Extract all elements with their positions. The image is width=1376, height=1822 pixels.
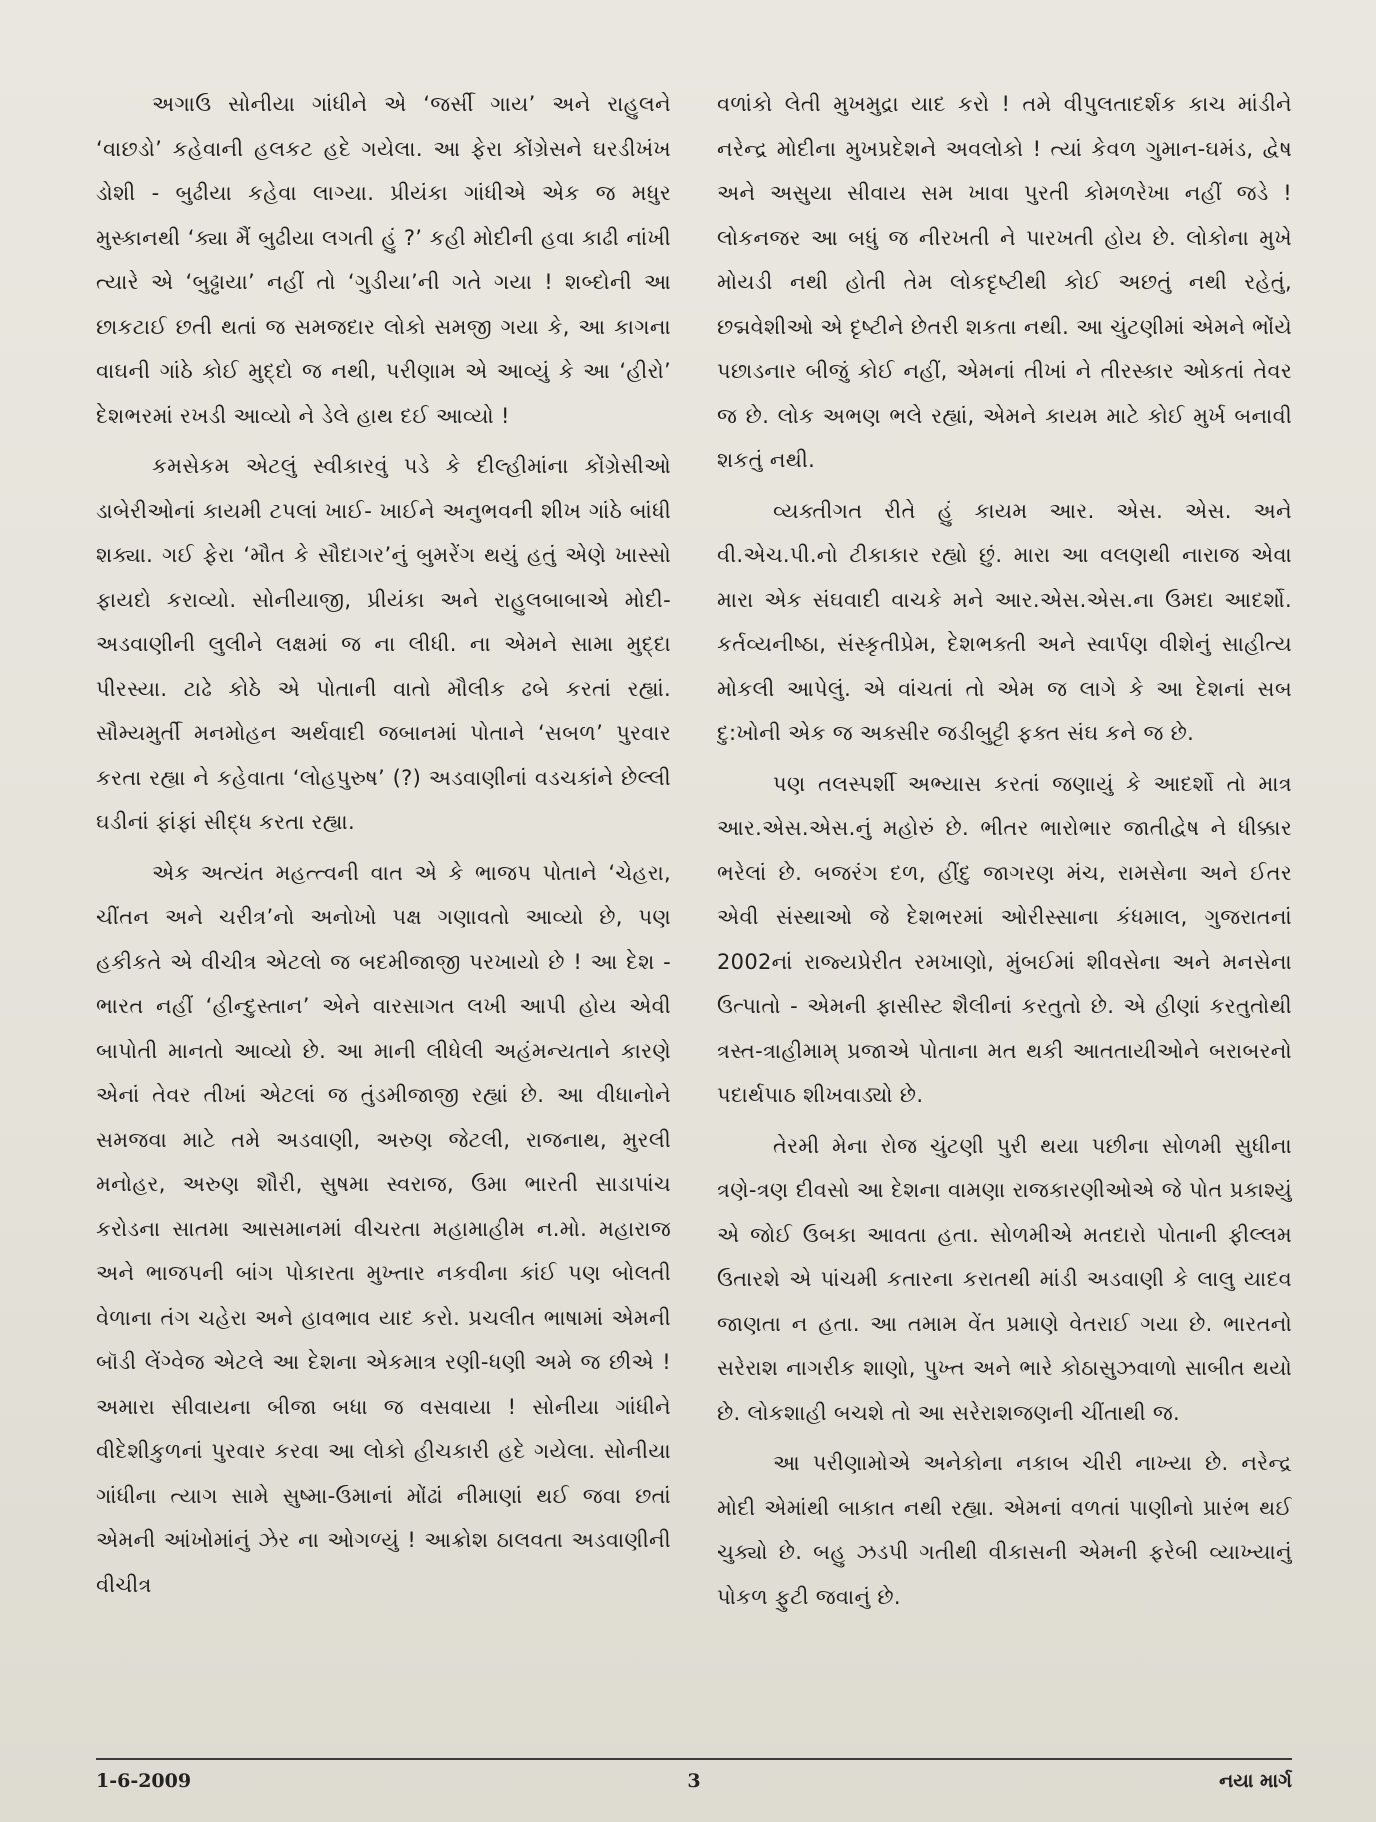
footer-rule [96, 1758, 1292, 1760]
magazine-name: નયા માર્ગ [1219, 1770, 1292, 1792]
paragraph-right-3: પણ તલસ્પર્શી અભ્યાસ કરતાં જણાયું કે આદર્શો તો માત્ર આર.એસ.એસ.નું મહોરું છે. ભીતર ભારોભાર જાતીદ્વેષ ને ધીક્કાર ભરેલાં છે. બજરંગ દળ, હીંદુ જાગરણ મંચ, રામસેના અને ઈતર એવી સંસ્થાઓ જે દેશભરમાં ઓરીસ્સાના કંધમાલ, ગુજરાતનાં 2002નાં રાજ્યપ્રેરીત રમખાણો, મુંબઈમાં શીવસેના અને મનસેના ઉત્પાતો - એમની ફાસીસ્ટ શૈલીનાં કરતુતો છે. એ હીણાં કરતુતોથી ત્રસ્ત-ત્રાહીમામ્ પ્રજાએ પોતાના મત થકી આતતાયીઓને બરાબરનો પદાર્થપાઠ શીખવાડ્યો છે. [717, 771, 1292, 1107]
paragraph-right-5: આ પરીણામોએ અનેકોના નકાબ ચીરી નાખ્યા છે. નરેન્દ્ર મોદી એમાંથી બાકાત નથી રહ્યા. એમનાં વળતાં પાણીનો પ્રારંભ થઈ ચુક્યો છે. બહુ ઝડપી ગતીથી વીકાસની એમની ફરેબી વ્યાખ્યાનું પોકળ ફુટી જવાનું છે. [717, 1451, 1292, 1609]
paragraph-right-4: તેરમી મેના રોજ ચુંટણી પુરી થયા પછીના સોળમી સુધીના ત્રણે-ત્રણ દીવસો આ દેશના વામણા રાજકારણીઓએ જે પોત પ્રકાશ્યું એ જોઈ ઉબકા આવતા હતા. સોળમીએ મતદારો પોતાની ફીલ્લમ ઉતારશે એ પાંચમી કતારના કરાતથી માંડી અડવાણી કે લાલુ યાદવ જાણતા ન હતા. આ તમામ વેંત પ્રમાણે વેતરાઈ ગયા છે. ભારતનો સરેરાશ નાગરીક શાણો, પુખ્ત અને ભારે કોઠાસુઝવાળો સાબીત થયો છે. લોકશાહી બચશે તો આ સરેરાશજણની ચીંતાથી જ. [717, 1133, 1292, 1425]
paragraph-right-1: વળાંકો લેતી મુખમુદ્રા યાદ કરો ! તમે વીપુલતાદર્શક કાચ માંડીને નરેન્દ્ર મોદીના મુખપ્રદેશને અવલોકો ! ત્યાં કેવળ ગુમાન-ઘમંડ, દ્વેષ અને અસુયા સીવાય સમ ખાવા પુરતી કોમળરેખા નહીં જડે ! લોકનજર આ બધું જ નીરખતી ને પારખતી હોય છે. લોકોના મુખે મોયડી નથી હોતી તેમ લોકદૃષ્ટીથી કોઈ અછતું નથી રહેતું, છદ્મવેશીઓ એ દૃષ્ટીને છેતરી શકતા નથી. આ ચુંટણીમાં એમને ભોંયે પછાડનાર બીજું કોઈ નહીં, એમનાં તીખાં ને તીરસ્કાર ઓકતાં તેવર જ છે. લોક અભણ ભલે રહ્યાં, એમને કાયમ માટે કોઈ મુર્ખ બનાવી શકતું નથી. [717, 92, 1292, 472]
paragraph-left-3: એક અત્યંત મહત્ત્વની વાત એ કે ભાજપ પોતાને ‘ચેહરા, ચીંતન અને ચરીત્ર’નો અનોખો પક્ષ ગણાવતો આવ્યો છે, પણ હકીકતે એ વીચીત્ર એટલો જ બદમીજાજી પરખાયો છે ! આ દેશ - ભારત નહીં ‘હીન્દુસ્તાન’ એને વારસાગત લખી આપી હોય એવી બાપોતી માનતો આવ્યો છે. આ માની લીધેલી અહંમન્યતાને કારણે એનાં તેવર તીખાં એટલાં જ તુંડમીજાજી રહ્યાં છે. આ વીધાનોને સમજવા માટે તમે અડવાણી, અરુણ જેટલી, રાજનાથ, મુરલી મનોહર, અરુણ શૌરી, સુષમા સ્વરાજ, ઉમા ભારતી સાડાપાંચ કરોડના સાતમા આસમાનમાં વીચરતા મહામાહીમ ન.મો. મહારાજ અને ભાજપની બાંગ પોકારતા મુખ્તાર નકવીના કાંઈ પણ બોલતી વેળાના તંગ ચહેરા અને હાવભાવ યાદ કરો. પ્રચલીત ભાષામાં એમની બૉડી લેંગ્વેજ એટલે આ દેશના એકમાત્ર રણી-ધણી અમે જ છીએ ! અમારા સીવાયના બીજા બધા જ વસવાયા ! સોનીયા ગાંધીને વીદેશીકુળનાં પુરવાર કરવા આ લોકો હીચકારી હદે ગયેલા. સોનીયા ગાંધીના ત્યાગ સામે સુષ્મા-ઉમાનાં મોંઢાં નીમાણાં થઈ જવા છતાં એમની આંખોમાંનું ઝેર ના ઓગળ્યું ! આક્રોશ ઠાલવતા અડવાણીની વીચીત્ર [96, 860, 671, 1597]
right-column [717, 82, 1292, 1742]
paragraph-left-2: કમસેકમ એટલું સ્વીકારવું પડે કે દીલ્હીમાંના કોંગ્રેસીઓ ડાબેરીઓનાં કાયમી ટપલાં ખાઈ- ખાઈને અનુભવની શીખ ગાંઠે બાંધી શક્યા. ગઈ ફેરા ‘મૌત કે સૌદાગર’નું બુમરેંગ થયું હતું એણે ખાસ્સો ફાયદો કરાવ્યો. સોનીયાજી, પ્રીયંકા અને રાહુલબાબાએ મોદી-અડવાણીની લુલીને લક્ષમાં જ ના લીધી. ના એમને સામા મુદ્દા પીરસ્યા. ટાઢે કોઠે એ પોતાની વાતો મૌલીક ઢબે કરતાં રહ્યાં. સૌમ્યમુર્તી મનમોહન અર્થવાદી જબાનમાં પોતાને ‘સબળ’ પુરવાર કરતા રહ્યા ને કહેવાતા ‘લોહપુરુષ’ (?) અડવાણીનાં વડચકાંને છેલ્લી ઘડીનાં ફાંફાં સીદ્ધ કરતા રહ્યા. [96, 454, 671, 834]
paragraph-left-1: અગાઉ સોનીયા ગાંધીને એ ‘જર્સી ગાય’ અને રાહુલને ‘વાછડો’ કહેવાની હલકટ હદે ગયેલા. આ ફેરા કોંગ્રેસને ઘરડીખંખ ડોશી - બુઢીયા કહેવા લાગ્યા. પ્રીયંકા ગાંધીએ એક જ મધુર મુસ્કાનથી ‘ક્યા મૈં બુઢીયા લગતી હું ?’ કહી મોદીની હવા કાઢી નાંખી ત્યારે એ ‘બુઢ્ઢાયા’ નહીં તો ‘ગુડીયા’ની ગતે ગયા ! શબ્દોની આ છાકટાઈ છતી થતાં જ સમજદાર લોકો સમજી ગયા કે, આ કાગના વાઘની ગાંઠે કોઈ મુદ્દો જ નથી, પરીણામ એ આવ્યું કે આ ‘હીરો’ દેશભરમાં રખડી આવ્યો ને ડેલે હાથ દઈ આવ્યો ! [96, 92, 671, 428]
footer-date: 1-6-2009 [96, 1770, 192, 1792]
left-column [96, 82, 671, 1742]
paragraph-right-2: વ્યક્તીગત રીતે હું કાયમ આર. એસ. એસ. અને વી.એચ.પી.નો ટીકાકાર રહ્યો છું. મારા આ વલણથી નારાજ એવા મારા એક સંઘવાદી વાચકે મને આર.એસ.એસ.ના ઉમદા આદર્શો. કર્તવ્યનીષ્ઠા, સંસ્કૃતીપ્રેમ, દેશભક્તી અને સ્વાર્પણ વીશેનું સાહીત્ય મોકલી આપેલું. એ વાંચતાં તો એમ જ લાગે કે આ દેશનાં સબ દુ:ખોની એક જ અક્સીર જડીબુટ્ટી ફક્ત સંઘ કને જ છે. [717, 498, 1292, 745]
article-body [96, 82, 1292, 1742]
page-footer [96, 1766, 1292, 1802]
page-number: 3 [687, 1770, 701, 1792]
